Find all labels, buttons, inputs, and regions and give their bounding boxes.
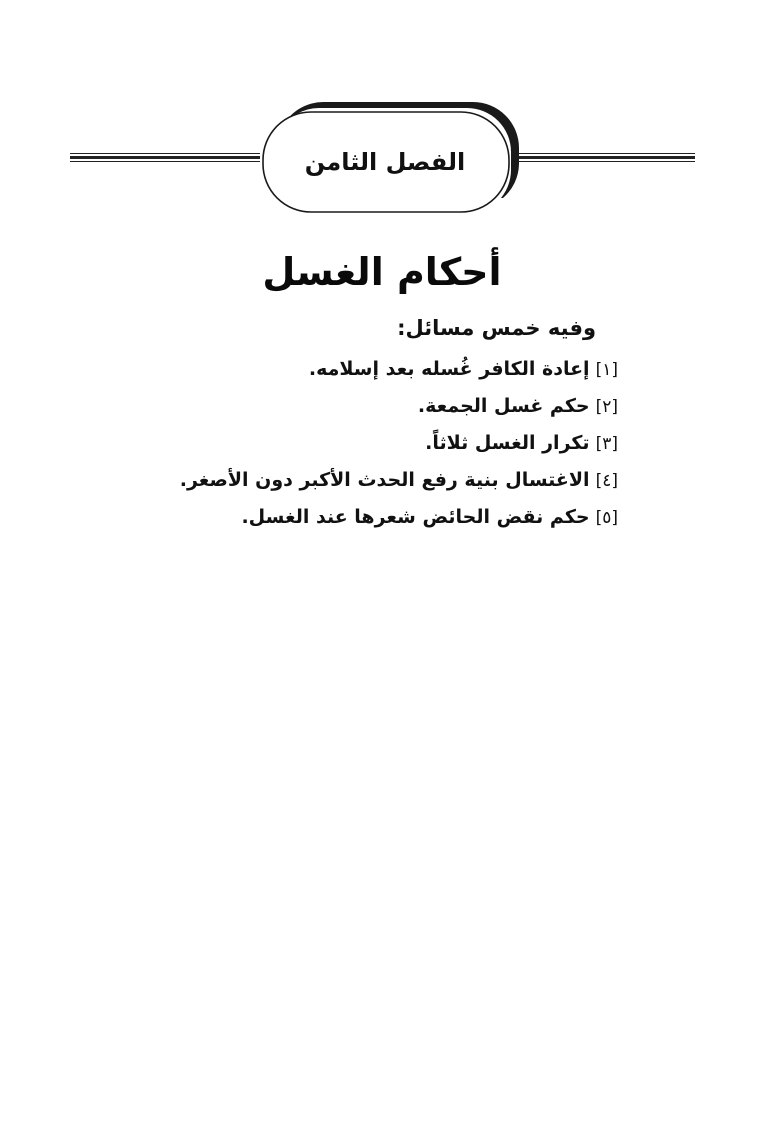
list-item <box>180 388 618 425</box>
list-item <box>180 462 618 499</box>
issue-list <box>180 351 618 536</box>
item-text: الاغتسال بنية رفع الحدث الأكبر دون الأصغر. <box>179 469 590 491</box>
list-item <box>180 499 618 536</box>
item-number: [٤] <box>595 471 618 491</box>
header-rule-left <box>70 153 260 162</box>
item-text: حكم نقض الحائض شعرها عند الغسل. <box>241 506 590 528</box>
item-number: [٣] <box>595 434 618 454</box>
item-text: حكم غسل الجمعة. <box>417 395 590 417</box>
list-item <box>180 351 618 388</box>
list-item <box>180 425 618 462</box>
item-number: [٢] <box>595 397 618 417</box>
item-text: إعادة الكافر غُسله بعد إسلامه. <box>308 358 590 380</box>
item-number: [٥] <box>595 508 618 528</box>
item-number: [١] <box>595 360 618 380</box>
chapter-label: الفصل الثامن <box>304 148 466 176</box>
header-rule-right <box>515 153 695 162</box>
item-text: تكرار الغسل ثلاثاً. <box>425 432 590 454</box>
page-title: أحكام الغسل <box>262 250 502 294</box>
intro-text: وفيه خمس مسائل: <box>397 316 596 340</box>
